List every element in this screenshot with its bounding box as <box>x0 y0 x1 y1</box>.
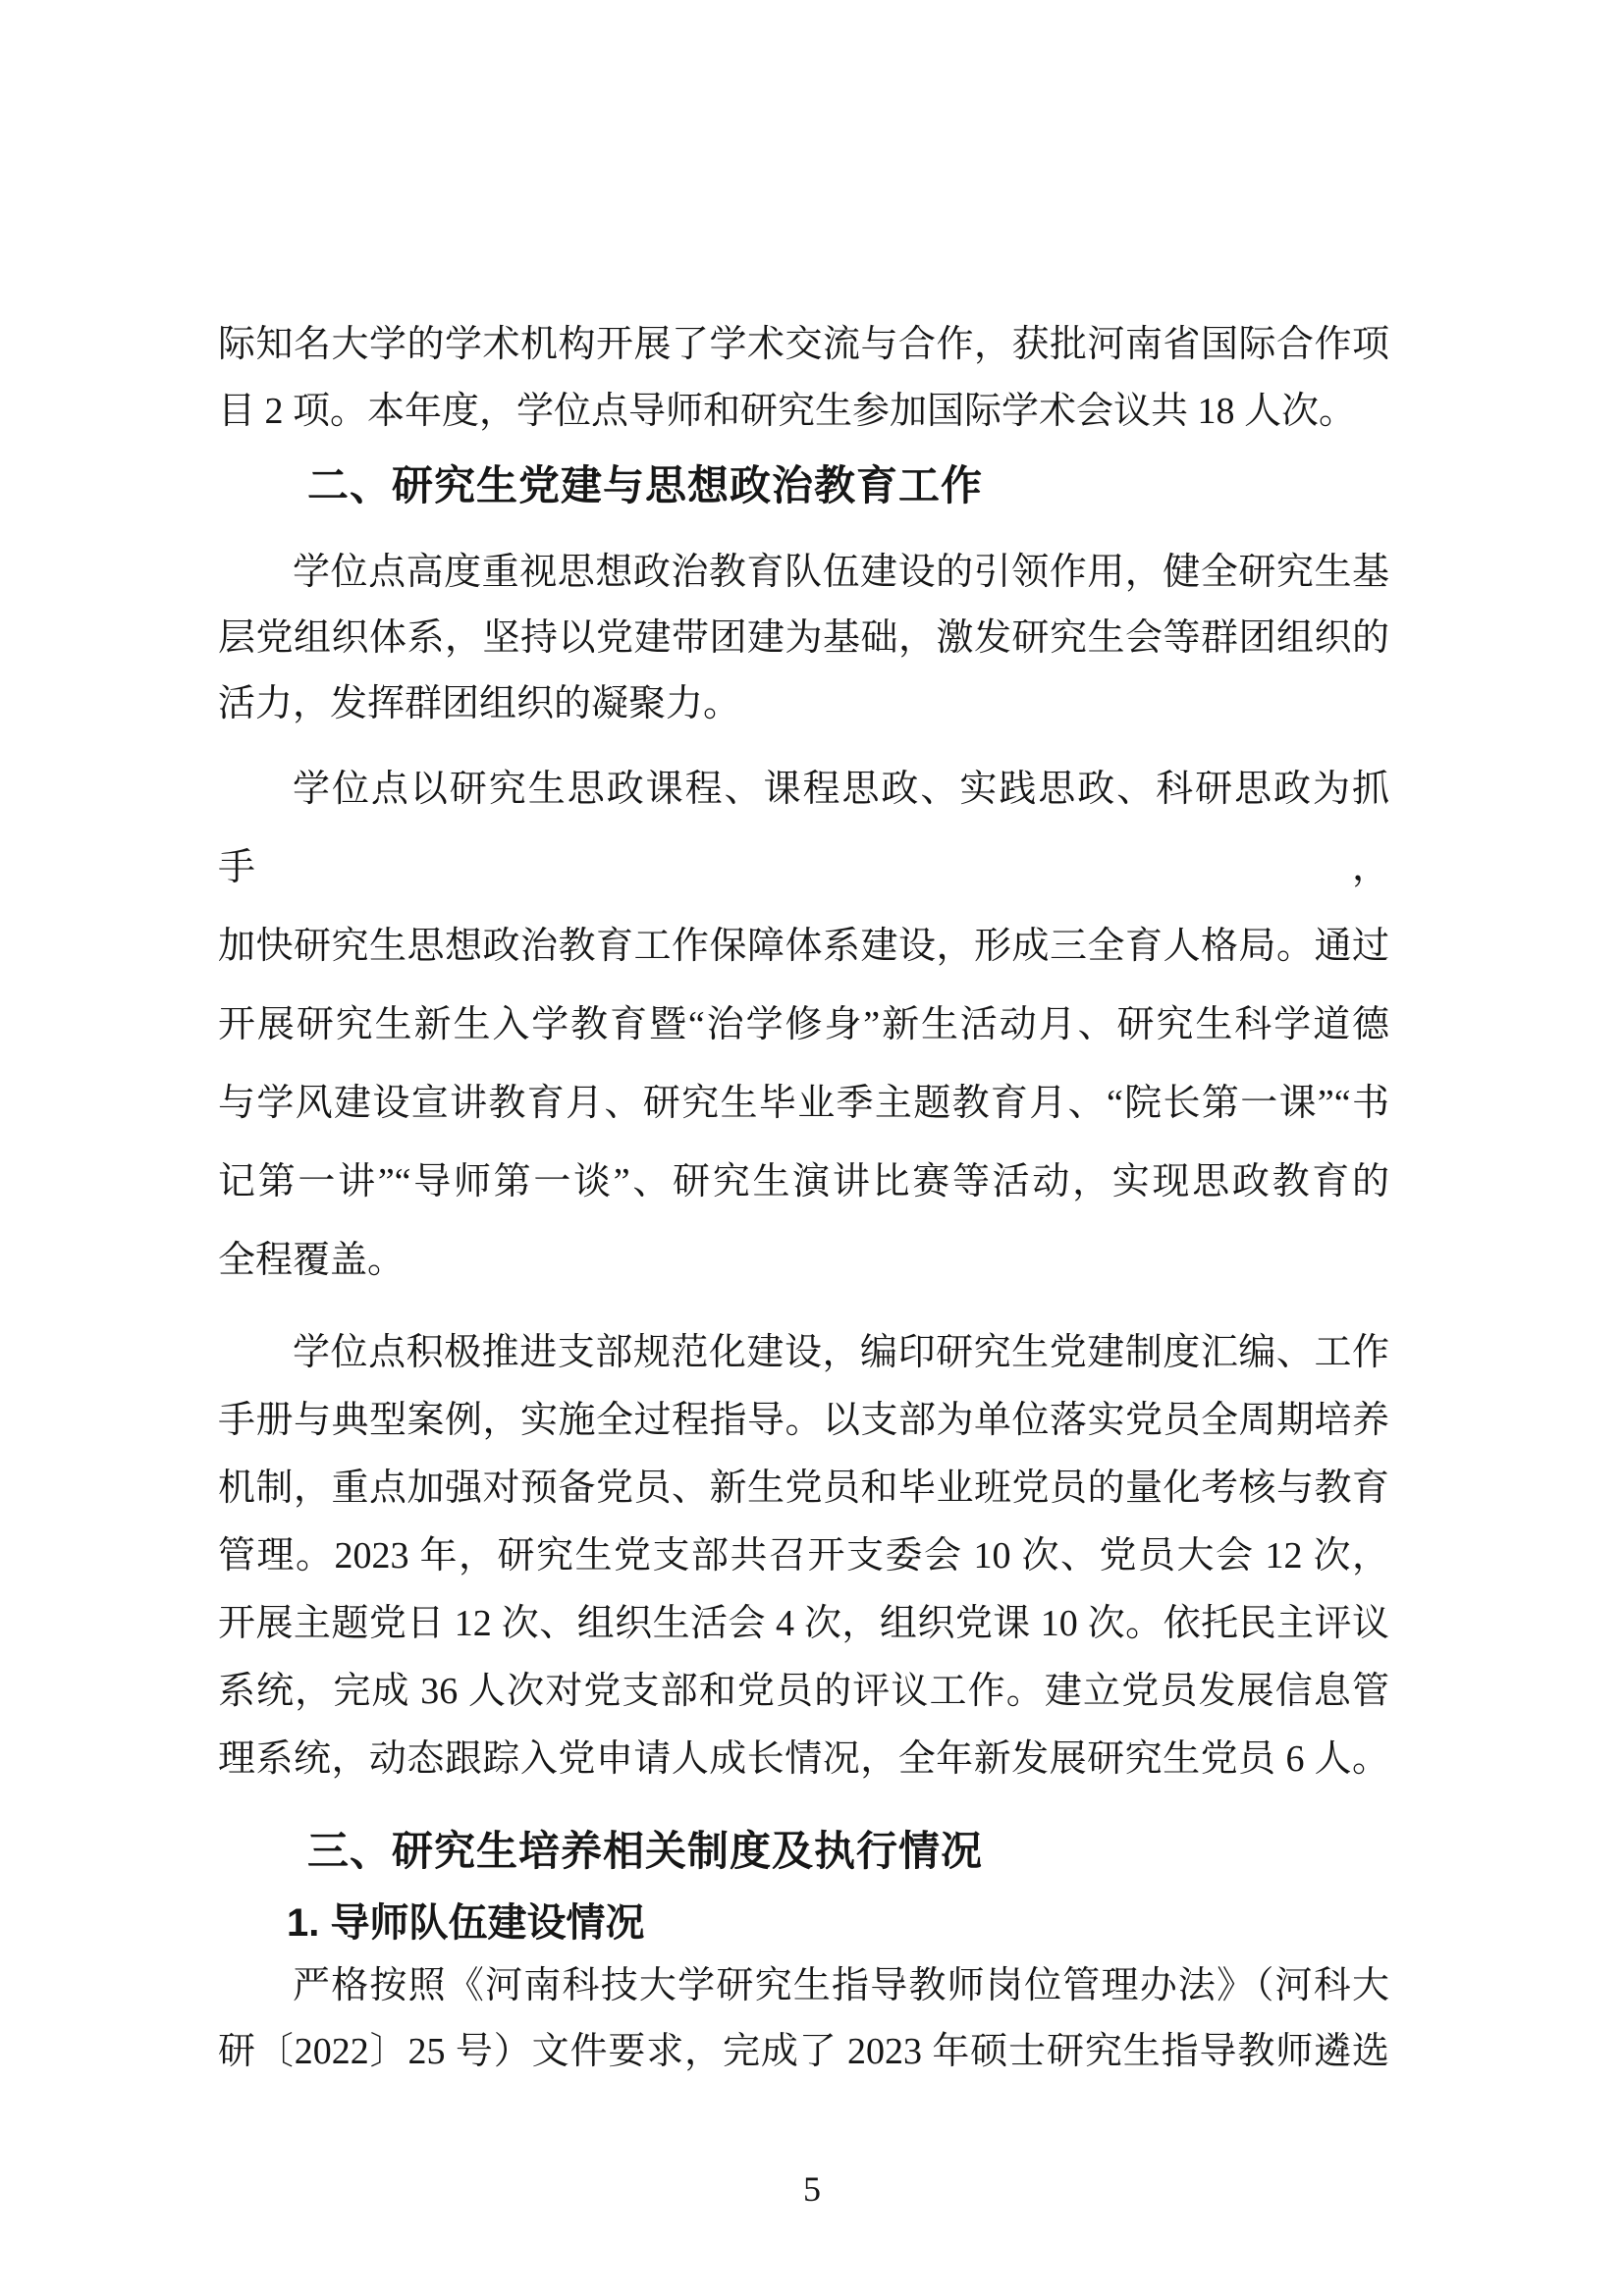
body-line: 系统，完成 36 人次对党支部和党员的评议工作。建立党员发展信息管 <box>218 1671 1389 1712</box>
body-line: 层党组织体系，坚持以党建带团建为基础，激发研究生会等群团组织的 <box>218 617 1389 659</box>
body-line: 学位点积极推进支部规范化建设，编印研究生党建制度汇编、工作 <box>293 1332 1389 1373</box>
section-heading-party-building: 二、研究生党建与思想政治教育工作 <box>307 462 984 508</box>
body-line: 开展主题党日 12 次、组织生活会 4 次，组织党课 10 次。依托民主评议 <box>218 1603 1389 1644</box>
body-line: 管理。2023 年，研究生党支部共召开支委会 10 次、党员大会 12 次， <box>218 1535 1389 1576</box>
page-number: 5 <box>803 2169 821 2209</box>
body-line: 与学风建设宣讲教育月、研究生毕业季主题教育月、“院长第一课”“书 <box>218 1083 1389 1124</box>
body-line: 记第一讲”“导师第一谈”、研究生演讲比赛等活动，实现思政教育的 <box>218 1161 1389 1202</box>
body-line: 学位点高度重视思想政治教育队伍建设的引领作用，健全研究生基 <box>293 552 1389 593</box>
body-line: 活力，发挥群团组织的凝聚力。 <box>218 683 741 724</box>
paragraph-international-cooperation <box>218 311 1389 445</box>
body-line: 严格按照《河南科技大学研究生指导教师岗位管理办法》（河科大 <box>293 1965 1389 2006</box>
page-content <box>218 311 1389 2085</box>
body-line: 际知名大学的学术机构开展了学术交流与合作，获批河南省国际合作项 <box>218 324 1389 365</box>
body-line: 开展研究生新生入学教育暨“治学修身”新生活动月、研究生科学道德 <box>218 1004 1389 1045</box>
body-line: 目 2 项。本年度，学位点导师和研究生参加国际学术会议共 18 人次。 <box>218 391 1357 432</box>
body-line: 学位点以研究生思政课程、课程思政、实践思政、科研思政为抓手， <box>218 769 1389 888</box>
subsection-heading-supervisor-team: 1. 导师队伍建设情况 <box>287 1901 645 1945</box>
paragraph-ideological-education <box>218 750 1389 1300</box>
body-line: 全程覆盖。 <box>218 1240 406 1281</box>
body-line: 手册与典型案例，实施全过程指导。以支部为单位落实党员全周期培养 <box>218 1400 1389 1441</box>
body-line: 理系统，动态跟踪入党申请人成长情况，全年新发展研究生党员 6 人。 <box>218 1738 1389 1780</box>
paragraph-branch-standardization <box>218 1319 1389 1793</box>
body-line: 加快研究生思想政治教育工作保障体系建设，形成三全育人格局。通过 <box>218 926 1389 967</box>
section-heading-training-system: 三、研究生培养相关制度及执行情况 <box>307 1828 984 1874</box>
paragraph-supervisor-selection <box>218 1953 1389 2085</box>
paragraph-party-organization <box>218 540 1389 737</box>
body-line: 研〔2022〕25 号）文件要求，完成了 2023 年硕士研究生指导教师遴选 <box>218 2031 1389 2072</box>
body-line: 机制，重点加强对预备党员、新生党员和毕业班党员的量化考核与教育 <box>218 1468 1389 1509</box>
